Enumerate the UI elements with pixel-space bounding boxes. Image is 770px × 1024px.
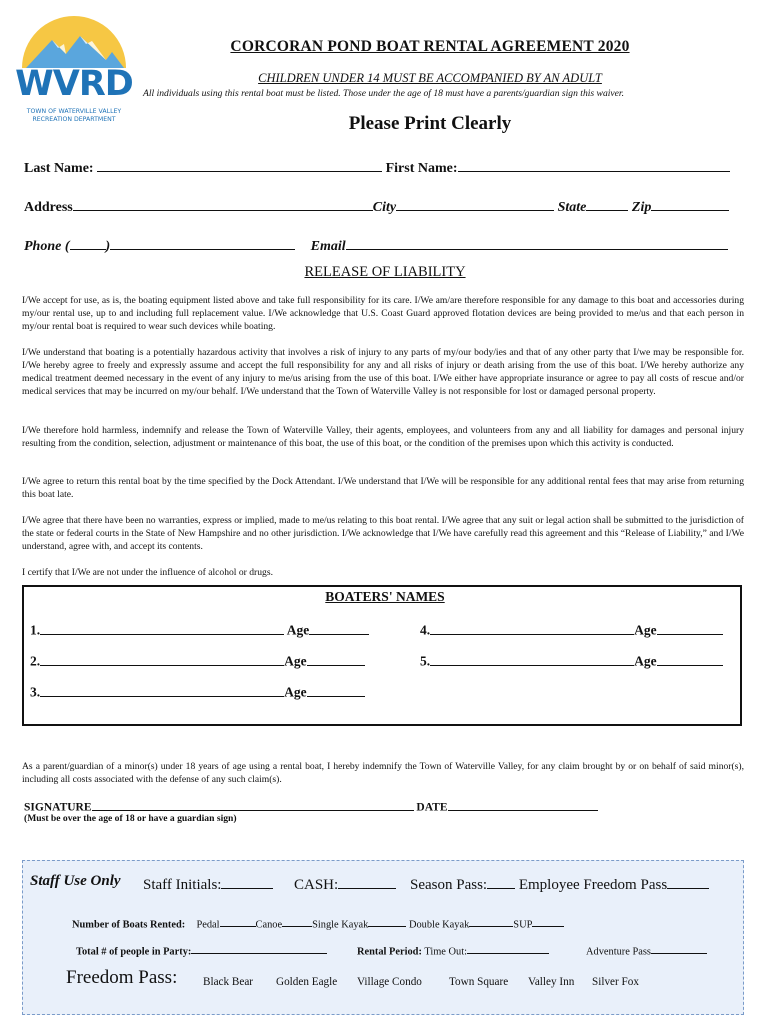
- cash-row: [294, 873, 396, 894]
- boater-number: 2.: [30, 653, 41, 669]
- logo-line2: RECREATION DEPARTMENT: [32, 116, 116, 123]
- sobriety-statement: I certify that I/We are not under the influence of alcohol or drugs.: [22, 567, 273, 578]
- area-code-field[interactable]: [70, 235, 106, 250]
- age-label: Age: [284, 684, 307, 700]
- time-out-label: Time Out:: [424, 946, 467, 958]
- logo-line1: TOWN OF WATERVILLE VALLEY: [26, 108, 122, 115]
- first-name-field[interactable]: [458, 157, 730, 172]
- release-paragraph-4: I/We agree to return this rental boat by the time specified by the Dock Attendant. I/We understand that I/We will be responsible for any additional rental fees that may arise from returning this boat late.: [22, 476, 744, 500]
- boater-age-field[interactable]: [307, 651, 365, 666]
- sup-field[interactable]: [532, 916, 564, 927]
- freedom-option-silver-fox[interactable]: Silver Fox: [592, 976, 639, 988]
- last-name-field[interactable]: [97, 157, 382, 172]
- boater-row-3: [30, 682, 365, 701]
- double-kayak-field[interactable]: [469, 916, 513, 927]
- signature-field[interactable]: [92, 798, 414, 811]
- logo-letters: WVRD: [15, 64, 133, 104]
- season-pass-field[interactable]: [487, 873, 515, 889]
- boater-row-5: [420, 651, 723, 670]
- staff-initials-row: [143, 873, 273, 894]
- guardian-statement: As a parent/guardian of a minor(s) under 18 years of age using a rental boat, I hereby indemnify the Town of Waterville Valley, for any claim brought by or on behalf of said minor(s), including all costs associated with the defense of any such claim(s).: [22, 761, 744, 785]
- single-kayak-label: Single Kayak: [312, 919, 369, 931]
- address-label: Address: [24, 200, 73, 215]
- email-label: Email: [310, 239, 346, 254]
- boater-number: 3.: [30, 684, 41, 700]
- boater-name-field[interactable]: [430, 651, 634, 666]
- adventure-pass-label: Adventure Pass: [586, 946, 651, 958]
- canoe-field[interactable]: [282, 916, 312, 927]
- boater-name-field[interactable]: [40, 620, 284, 635]
- freedom-pass-colon: :: [172, 967, 178, 988]
- freedom-option-town-square[interactable]: Town Square: [449, 976, 509, 988]
- release-paragraph-1: I/We accept for use, as is, the boating equipment listed above and take full responsibility for its care. I/We am/are therefore responsible for any damage to this boat and accessories during my/our rental use, up to and including full replacement value. I/We acknowledge that U.S. Coast Guard approved flotation devices are being provided to me/us and that each person in my/our rental boat is required to wear such devices while boating.: [22, 295, 744, 332]
- last-name-label: Last Name:: [24, 161, 94, 176]
- state-label: State: [557, 200, 587, 215]
- freedom-pass-text: Freedom Pass: [66, 967, 173, 988]
- boater-row-2: [30, 651, 365, 670]
- children-notice: CHILDREN UNDER 14 MUST BE ACCOMPANIED BY AN ADULT: [258, 71, 602, 85]
- rental-period-row: [357, 943, 549, 957]
- party-row: [76, 943, 327, 957]
- print-clearly-heading: Please Print Clearly: [348, 113, 512, 134]
- single-kayak-field[interactable]: [368, 916, 406, 927]
- people-label: Total # of people in Party:: [76, 946, 192, 958]
- signature-note: (Must be over the age of 18 or have a guardian sign): [24, 813, 237, 824]
- signature-label: SIGNATURE: [24, 801, 92, 814]
- age-label: Age: [286, 622, 310, 638]
- boater-number: 1.: [30, 622, 41, 638]
- employee-pass-field[interactable]: [667, 873, 709, 889]
- zip-label: Zip: [631, 200, 652, 215]
- cash-field[interactable]: [338, 873, 396, 889]
- freedom-option-black-bear[interactable]: Black Bear: [203, 976, 254, 988]
- time-out-field[interactable]: [467, 943, 549, 954]
- wvrd-logo: [8, 10, 140, 126]
- first-name-label: First Name:: [385, 161, 458, 176]
- boats-rented-row: [72, 916, 564, 930]
- name-row: [24, 157, 730, 177]
- freedom-option-village-condo[interactable]: Village Condo: [357, 976, 422, 988]
- phone-field[interactable]: [110, 235, 295, 250]
- age-label: Age: [284, 653, 307, 669]
- date-field[interactable]: [448, 798, 598, 811]
- city-label: City: [372, 200, 397, 215]
- staff-initials-field[interactable]: [221, 873, 273, 889]
- boater-age-field[interactable]: [309, 620, 369, 635]
- boater-number: 4.: [420, 622, 431, 638]
- age-label: Age: [634, 622, 657, 638]
- pedal-label: Pedal: [196, 919, 220, 931]
- phone-label: Phone (: [24, 239, 70, 254]
- staff-initials-label: Staff Initials:: [143, 877, 222, 893]
- release-paragraph-5: I/We agree that there have been no warranties, express or implied, made to me/us relating to this boat rental. I/We agree that any suit or legal action shall be submitted to the jurisdiction of the state or federal courts in the State of New Hampshire and no other jurisdiction. I/We acknowledge that I/We have carefully read this agreement and this “Release of Liability,” and I/We understand, agree with, and accept its contents.: [22, 515, 744, 552]
- listing-notice: All individuals using this rental boat must be listed. Those under the age of 18 must have a parents/guardian sign this waiver.: [143, 88, 625, 99]
- freedom-option-golden-eagle[interactable]: Golden Eagle: [276, 976, 338, 988]
- adventure-pass-row: [586, 943, 707, 957]
- address-row: [24, 196, 729, 216]
- release-title: RELEASE OF LIABILITY: [304, 264, 466, 280]
- phone-paren: ): [105, 239, 111, 254]
- boater-number: 5.: [420, 653, 431, 669]
- employee-pass-label: Employee Freedom Pass: [518, 877, 668, 893]
- boater-age-field[interactable]: [657, 651, 723, 666]
- pedal-field[interactable]: [220, 916, 256, 927]
- double-kayak-label: Double Kayak: [408, 919, 470, 931]
- form-title: CORCORAN POND BOAT RENTAL AGREEMENT 2020: [230, 38, 630, 55]
- date-label: DATE: [416, 801, 448, 814]
- sup-label: SUP: [513, 919, 533, 931]
- boater-age-field[interactable]: [657, 620, 723, 635]
- freedom-option-valley-inn[interactable]: Valley Inn: [528, 976, 575, 988]
- release-paragraph-3: I/We therefore hold harmless, indemnify and release the Town of Waterville Valley, their agents, employees, and volunteers from any and all liability for damages and personal injury resulting from the condition, selection, adjustment or maintenance of this boat, the use of this boat, or the condition of the premises upon which this activity is conducted.: [22, 425, 744, 449]
- release-paragraph-2: I/We understand that boating is a potentially hazardous activity that involves a risk of injury to any parts of my/our body/ies and that of any other party that I/we may be responsible for. I/We hereby agree to freely and expressly assume and accept the full responsibility for any and all risks of injury or death arising from the use of this boat. I/We hereby authorize any medical treatment deemed necessary in the event of any injury to me/us arising from the use of this boat. I/We either have appropriate insurance or agree to pay all costs of rescue and/or medical services that may be incurred on my/our behalf. I/We understand that the Town of Waterville Valley is not responsible for lost or damaged personal property.: [22, 347, 744, 397]
- boater-name-field[interactable]: [430, 620, 634, 635]
- contact-row: [24, 235, 728, 255]
- staff-use-title: Staff Use Only: [30, 873, 121, 889]
- cash-label: CASH:: [294, 877, 339, 893]
- rental-period-label: Rental Period:: [357, 946, 422, 958]
- boats-rented-label: Number of Boats Rented:: [72, 919, 186, 931]
- email-field[interactable]: [346, 235, 728, 250]
- freedom-pass-label: [66, 967, 177, 989]
- season-pass-label: Season Pass:: [410, 877, 488, 893]
- people-field[interactable]: [191, 943, 327, 954]
- boater-age-field[interactable]: [307, 682, 365, 697]
- season-pass-row: [410, 873, 709, 894]
- boater-row-1: [30, 620, 369, 639]
- age-label: Age: [634, 653, 657, 669]
- canoe-label: Canoe: [255, 919, 283, 931]
- boater-row-4: [420, 620, 723, 639]
- city-field[interactable]: [396, 196, 554, 211]
- adventure-pass-field[interactable]: [651, 943, 707, 954]
- boaters-title: BOATERS' NAMES: [325, 589, 445, 604]
- zip-field[interactable]: [651, 196, 729, 211]
- state-field[interactable]: [586, 196, 628, 211]
- boater-name-field[interactable]: [40, 682, 284, 697]
- boater-name-field[interactable]: [40, 651, 284, 666]
- address-field[interactable]: [73, 196, 373, 211]
- signature-row: [24, 798, 598, 814]
